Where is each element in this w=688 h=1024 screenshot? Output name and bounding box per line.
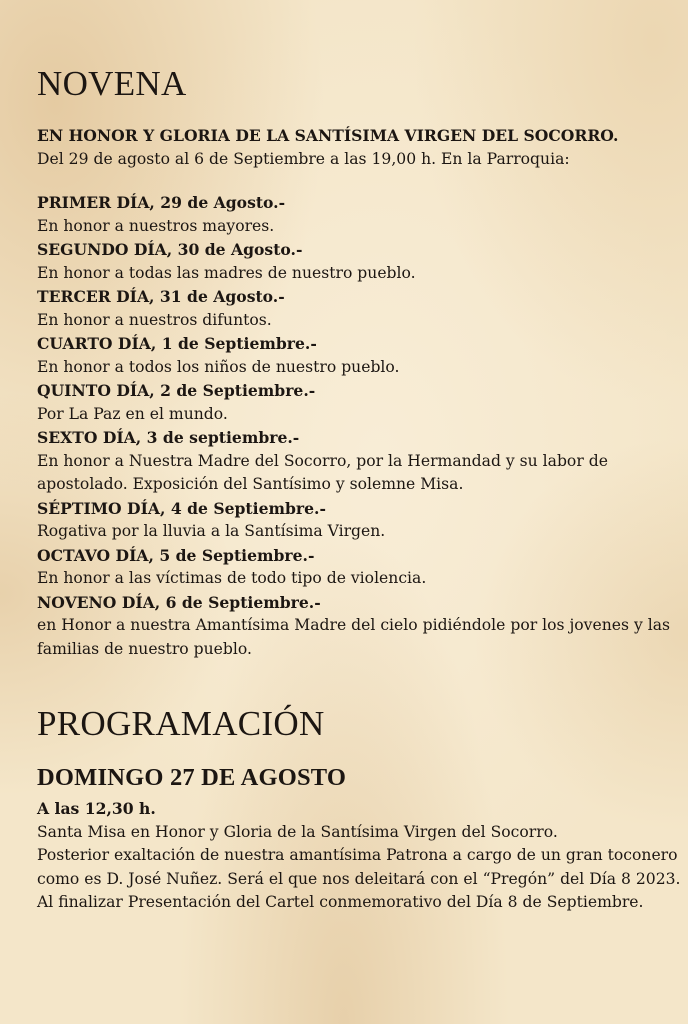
novena-title: NOVENA xyxy=(37,64,187,103)
day-description: en Honor a nuestra Amantísima Madre del cielo pidiéndole por los jovenes y las xyxy=(37,616,671,634)
day-description: En honor a las víctimas de todo tipo de violencia. xyxy=(37,569,427,587)
programacion-time: A las 12,30 h. xyxy=(37,799,156,818)
day-description: Rogativa por la lluvia a la Santísima Virgen. xyxy=(37,522,386,540)
programacion-line: Al finalizar Presentación del Cartel conmemorativo del Día 8 de Septiembre. xyxy=(37,893,644,911)
day-description: En honor a todas las madres de nuestro pueblo. xyxy=(37,263,416,282)
day-description: familias de nuestro pueblo. xyxy=(37,639,252,658)
programacion-line: Santa Misa en Honor y Gloria de la Santísima Virgen del Socorro. xyxy=(37,822,558,841)
day-heading: SEXTO DÍA, 3 de septiembre.- xyxy=(37,428,300,447)
day-heading: CUARTO DÍA, 1 de Septiembre.- xyxy=(37,334,317,353)
day-heading: SÉPTIMO DÍA, 4 de Septiembre.- xyxy=(37,498,326,518)
novena-intro: Del 29 de agosto al 6 de Septiembre a las 19,00 h. En la Parroquia: xyxy=(37,149,570,168)
novena-subtitle: EN HONOR Y GLORIA DE LA SANTÍSIMA VIRGEN DEL SOCORRO. xyxy=(37,126,619,145)
day-description: Por La Paz en el mundo. xyxy=(37,404,228,423)
day-description: En honor a todos los niños de nuestro pueblo. xyxy=(37,357,400,376)
day-heading: QUINTO DÍA, 2 de Septiembre.- xyxy=(37,381,316,400)
day-heading: NOVENO DÍA, 6 de Septiembre.- xyxy=(37,592,321,612)
day-heading: OCTAVO DÍA, 5 de Septiembre.- xyxy=(37,545,315,565)
novena-days-list xyxy=(37,191,677,661)
programacion-details xyxy=(37,797,681,915)
day-heading: SEGUNDO DÍA, 30 de Agosto.- xyxy=(37,240,303,259)
programacion-line: como es D. José Nuñez. Será el que nos deleitará con el “Pregón” del Día 8 2023. xyxy=(37,869,681,888)
day-description: apostolado. Exposición del Santísimo y solemne Misa. xyxy=(37,475,464,493)
day-heading: TERCER DÍA, 31 de Agosto.- xyxy=(37,287,285,306)
novena-header xyxy=(37,124,677,171)
day-description: En honor a nuestros mayores. xyxy=(37,216,275,235)
programacion-title: PROGRAMACIÓN xyxy=(37,704,325,743)
day-description: En honor a Nuestra Madre del Socorro, por la Hermandad y su labor de xyxy=(37,451,608,470)
programacion-date-heading: DOMINGO 27 DE AGOSTO xyxy=(37,764,347,791)
programacion-line: Posterior exaltación de nuestra amantísima Patrona a cargo de un gran toconero xyxy=(37,846,678,864)
day-heading: PRIMER DÍA, 29 de Agosto.- xyxy=(37,193,286,212)
day-description: En honor a nuestros difuntos. xyxy=(37,310,272,329)
